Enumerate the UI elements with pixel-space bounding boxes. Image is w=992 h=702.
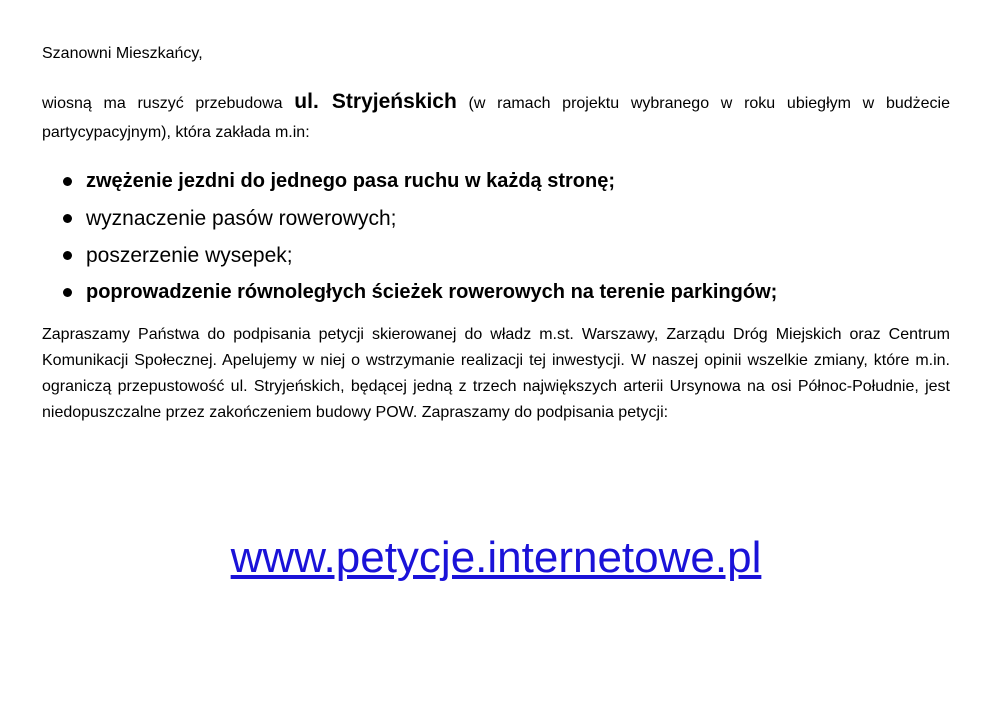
list-item xyxy=(42,200,962,237)
list-item-text: poprowadzenie równoległych ścieżek rowerowych na terenie parkingów; xyxy=(86,281,778,303)
list-item-text: poszerzenie wysepek; xyxy=(86,244,293,267)
petition-paragraph: Zapraszamy Państwa do podpisania petycji skierowanej do władz m.st. Warszawy, Zarządu Dróg Miejskich oraz Centrum Komunikacji Społecznej. Apelujemy w niej o wstrzymanie realizacji tej inwestycji. W naszej opinii wszelkie zmiany, które m.in. ograniczą przepustowość ul. Stryjeńskich, będącej jedną z trzech największych arterii Ursynowa na osi Północ-Południe, jest niedopuszczalne przez zakończeniem budowy POW. Zapraszamy do podpisania petycji: xyxy=(42,326,950,421)
street-name: ul. Stryjeńskich xyxy=(294,90,457,113)
intro-paragraph xyxy=(42,87,950,147)
bullet-list xyxy=(42,163,962,311)
bullet-icon xyxy=(63,177,72,186)
list-item-text: zwężenie jezdni do jednego pasa ruchu w każdą stronę; xyxy=(86,170,615,192)
bullet-icon xyxy=(63,251,72,260)
list-item xyxy=(42,274,962,311)
bullet-icon xyxy=(63,214,72,223)
link-container xyxy=(0,528,992,588)
list-item-text: wyznaczenie pasów rowerowych; xyxy=(86,207,397,230)
list-item xyxy=(42,163,962,200)
intro-text-after: (w ramach projektu wybranego w roku ubiegłym w budżecie partycypacyjnym), która zakłada m.in: xyxy=(42,95,950,141)
bullet-icon xyxy=(63,288,72,297)
petition-link[interactable]: www.petycje.internetowe.pl xyxy=(230,533,762,582)
list-item xyxy=(42,237,962,274)
intro-text-before: wiosną ma ruszyć przebudowa xyxy=(42,95,295,112)
greeting: Szanowni Mieszkańcy, xyxy=(42,45,203,62)
